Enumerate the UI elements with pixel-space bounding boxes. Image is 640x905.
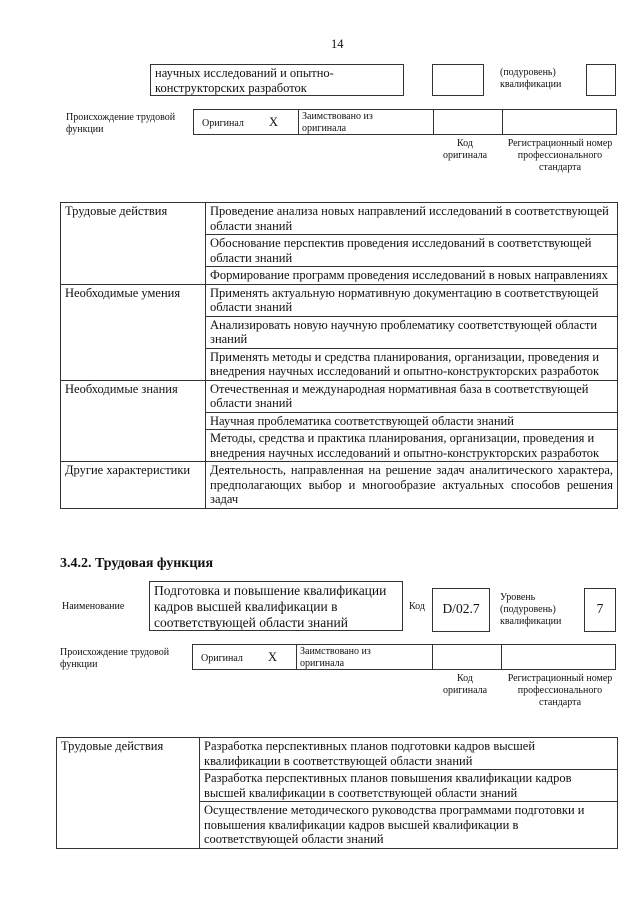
competency-table-2 bbox=[56, 737, 618, 849]
cell-divider bbox=[296, 645, 297, 669]
borrowed-label: Заимствовано из оригинала bbox=[300, 646, 371, 669]
origin-row bbox=[192, 644, 616, 670]
table-cell: Применять актуальную нормативную документацию в соответствующей области знаний bbox=[206, 284, 618, 316]
function-name-box bbox=[150, 64, 404, 96]
level-box bbox=[586, 64, 616, 96]
origin-label: Происхождение трудовой функции bbox=[60, 647, 170, 670]
row-header: Трудовые действия bbox=[61, 203, 206, 285]
table-row bbox=[61, 380, 618, 412]
cell-divider bbox=[298, 110, 299, 134]
table-row bbox=[61, 462, 618, 509]
function-name-text: Подготовка и повышение квалификации кадров высшей квалификации в соответствующей области знаний bbox=[154, 583, 387, 630]
table-cell: Анализировать новую научную проблематику соответствующей области знаний bbox=[206, 316, 618, 348]
competency-table-1 bbox=[60, 202, 618, 509]
table-cell: Обоснование перспектив проведения исследований в соответствующей области знаний bbox=[206, 235, 618, 267]
cell-divider bbox=[433, 110, 434, 134]
original-label: Оригинал bbox=[201, 653, 243, 664]
table-cell: Научная проблематика соответствующей области знаний bbox=[206, 412, 618, 430]
table-cell: Разработка перспективных планов повышения квалификации кадров высшей квалификации в соответствующей области знаний bbox=[200, 770, 618, 802]
cell-divider bbox=[501, 645, 502, 669]
function-name-text: научных исследований и опытно-конструкторских разработок bbox=[155, 66, 334, 95]
row-header: Трудовые действия bbox=[57, 738, 200, 849]
table-cell: Проведение анализа новых направлений исследований в соответствующей области знаний bbox=[206, 203, 618, 235]
row-header: Необходимые умения bbox=[61, 284, 206, 380]
reg-caption: Регистрационный номер профессионального стандарта bbox=[507, 673, 613, 708]
function-name-box bbox=[149, 581, 403, 631]
table-cell: Деятельность, направленная на решение задач аналитического характера, предполагающих выбор и многообразие актуальных способов решения задач bbox=[206, 462, 618, 509]
code-box bbox=[432, 64, 484, 96]
level-label: Уровень (подуровень) квалификации bbox=[500, 592, 562, 627]
original-mark: X bbox=[268, 650, 278, 664]
code-value: D/02.7 bbox=[442, 601, 480, 616]
level-label: (подуровень) квалификации bbox=[500, 67, 562, 90]
origin-row bbox=[193, 109, 617, 135]
level-value: 7 bbox=[596, 601, 604, 616]
page-number: 14 bbox=[331, 37, 344, 51]
table-row bbox=[61, 284, 618, 316]
code-caption: Код оригинала bbox=[442, 673, 488, 696]
origin-label: Происхождение трудовой функции bbox=[66, 112, 176, 135]
row-header: Необходимые знания bbox=[61, 380, 206, 462]
code-label: Код bbox=[409, 601, 425, 612]
section-heading: 3.4.2. Трудовая функция bbox=[60, 556, 214, 571]
table-cell: Применять методы и средства планирования, организации, проведения и внедрения научных исследований и опытно-конструкторских разработок bbox=[206, 348, 618, 380]
cell-divider bbox=[502, 110, 503, 134]
table-cell: Осуществление методического руководства программами подготовки и повышения квалификации кадров высшей квалификации в соответствующей области знаний bbox=[200, 802, 618, 849]
code-caption: Код оригинала bbox=[442, 138, 488, 161]
borrowed-label: Заимствовано из оригинала bbox=[302, 111, 373, 134]
reg-caption: Регистрационный номер профессионального стандарта bbox=[507, 138, 613, 173]
original-label: Оригинал bbox=[202, 118, 244, 129]
original-mark: X bbox=[269, 115, 279, 129]
cell-divider bbox=[432, 645, 433, 669]
code-value-box bbox=[432, 588, 490, 632]
name-label: Наименование bbox=[62, 601, 125, 612]
table-cell: Отечественная и международная нормативная база в соответствующей области знаний bbox=[206, 380, 618, 412]
table-cell: Методы, средства и практика планирования, организации, проведения и внедрения научных исследований и опытно-конструкторских разработок bbox=[206, 430, 618, 462]
table-cell: Разработка перспективных планов подготовки кадров высшей квалификации в соответствующей области знаний bbox=[200, 738, 618, 770]
table-cell: Формирование программ проведения исследований в новых направлениях bbox=[206, 267, 618, 285]
table-row bbox=[61, 203, 618, 235]
level-value-box bbox=[584, 588, 616, 632]
row-header: Другие характеристики bbox=[61, 462, 206, 509]
table-row bbox=[57, 738, 618, 770]
